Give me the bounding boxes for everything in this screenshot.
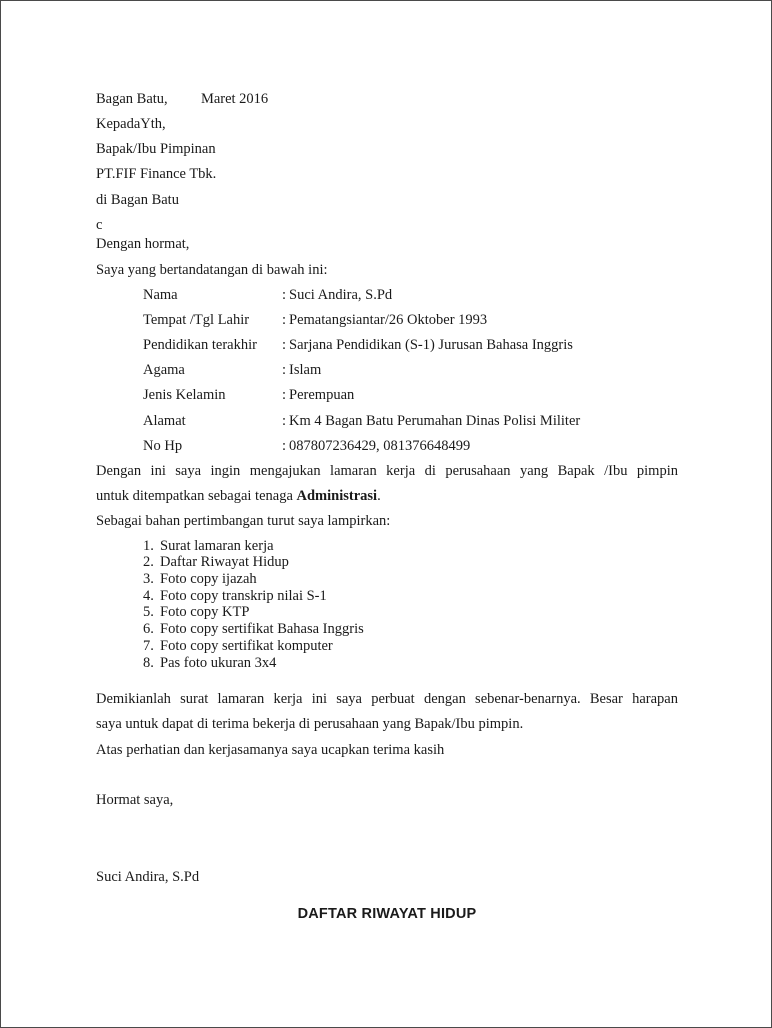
greeting: Dengan hormat,	[96, 236, 190, 252]
attachments-intro: Sebagai bahan pertimbangan turut saya lampirkan:	[96, 513, 391, 529]
identity-value-name: : Suci Andira, S.Pd	[282, 287, 393, 303]
list-item: 6. Foto copy sertifikat Bahasa Inggris	[143, 621, 364, 637]
identity-value-gender: : Perempuan	[282, 387, 355, 403]
identity-label-education: Pendidikan terakhir	[143, 337, 257, 353]
recipient-line-5: c	[96, 217, 103, 233]
identity-value-address: : Km 4 Bagan Batu Perumahan Dinas Polisi Militer	[282, 413, 581, 429]
identity-value-phone: : 087807236429, 081376648499	[282, 438, 471, 454]
recipient-line-2: Bapak/Ibu Pimpinan	[96, 141, 216, 157]
identity-label-name: Nama	[143, 287, 178, 303]
place-text: Bagan Batu,	[96, 91, 168, 107]
list-item: 1. Surat lamaran kerja	[143, 538, 274, 554]
identity-value-birth: : Pematangsiantar/26 Oktober 1993	[282, 312, 488, 328]
identity-value-religion: : Islam	[282, 362, 322, 378]
identity-label-phone: No Hp	[143, 438, 183, 454]
closing-line-1: Demikianlah surat lamaran kerja ini saya perbuat dengan sebenar-benarnya. Besar harapan	[96, 691, 678, 707]
cv-heading: DAFTAR RIWAYAT HIDUP	[297, 906, 477, 922]
place-date-line	[96, 90, 268, 108]
identity-label-address: Alamat	[143, 413, 186, 429]
purpose-line-2: untuk ditempatkan sebagai tenaga Administrasi.	[96, 488, 381, 504]
recipient-line-4: di Bagan Batu	[96, 192, 179, 208]
signature-name: Suci Andira, S.Pd	[96, 869, 200, 885]
identity-value-education: : Sarjana Pendidikan (S-1) Jurusan Bahasa Inggris	[282, 337, 573, 353]
recipient-line-3: PT.FIF Finance Tbk.	[96, 166, 217, 182]
identity-label-birth: Tempat /Tgl Lahir	[143, 312, 250, 328]
list-item: 8. Pas foto ukuran 3x4	[143, 655, 277, 671]
list-item: 2. Daftar Riwayat Hidup	[143, 554, 289, 570]
purpose-line-1: Dengan ini saya ingin mengajukan lamaran kerja di perusahaan yang Bapak /Ibu pimpin	[96, 463, 678, 479]
list-item: 3. Foto copy ijazah	[143, 571, 257, 587]
sign-off: Hormat saya,	[96, 792, 174, 808]
closing-line-3: Atas perhatian dan kerjasamanya saya ucapkan terima kasih	[96, 742, 445, 758]
recipient-line-1: KepadaYth,	[96, 116, 166, 132]
date-text: Maret 2016	[200, 91, 269, 107]
identity-label-religion: Agama	[143, 362, 185, 378]
identity-label-gender: Jenis Kelamin	[143, 387, 226, 403]
position-name: Administrasi	[296, 488, 378, 504]
list-item: 5. Foto copy KTP	[143, 604, 250, 620]
intro-text: Saya yang bertandatangan di bawah ini:	[96, 262, 328, 278]
list-item: 7. Foto copy sertifikat komputer	[143, 638, 333, 654]
closing-line-2: saya untuk dapat di terima bekerja di perusahaan yang Bapak/Ibu pimpin.	[96, 716, 524, 732]
list-item: 4. Foto copy transkrip nilai S-1	[143, 588, 327, 604]
